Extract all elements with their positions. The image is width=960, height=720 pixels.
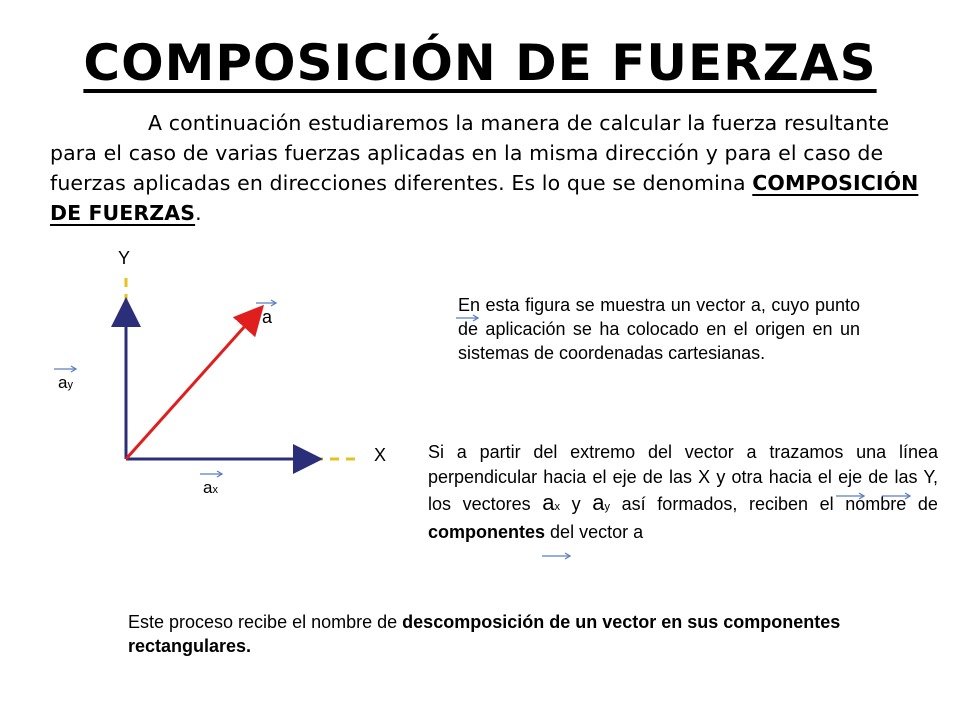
arrow-over-a-icon: [256, 300, 276, 306]
arrow-over-a-para2-icon: [542, 553, 570, 559]
ax-label: ax: [203, 478, 218, 497]
conclusion-paragraph: Este proceso recibe el nombre de descomposición de un vector en sus componentes rectangulares.: [128, 612, 841, 656]
y-axis-label: Y: [118, 248, 131, 268]
vector-a-label: a: [262, 307, 273, 327]
figure-description: En esta figura se muestra un vector a, cuyo punto de aplicación se ha colocado en el origen en un sistemas de coordenadas cartesianas.: [458, 295, 860, 363]
intro-highlight: COMPOSICIÓN DE FUERZAS: [50, 171, 919, 225]
page-title: COMPOSICIÓN DE FUERZAS: [83, 34, 877, 92]
arrow-over-ay-icon: [54, 366, 76, 372]
vector-a: [126, 316, 254, 459]
x-axis-label: X: [374, 445, 387, 465]
intro-paragraph: A continuación estudiaremos la manera de calcular la fuerza resultante para el caso de varias fuerzas aplicadas en la misma dirección y para el caso de fuerzas aplicadas en direcciones diferentes. Es lo que se denomina COMPOSICIÓN DE FUERZAS.: [50, 111, 919, 225]
arrow-over-ax-icon: [200, 471, 222, 477]
components-paragraph: Si a partir del extremo del vector a trazamos una línea perpendicular hacia el eje de las X y otra hacia el eje de las Y, los vectores ax y ay así formados, reciben el nombre de componentes del vector a: [428, 442, 938, 542]
ay-label: ay: [58, 373, 73, 392]
